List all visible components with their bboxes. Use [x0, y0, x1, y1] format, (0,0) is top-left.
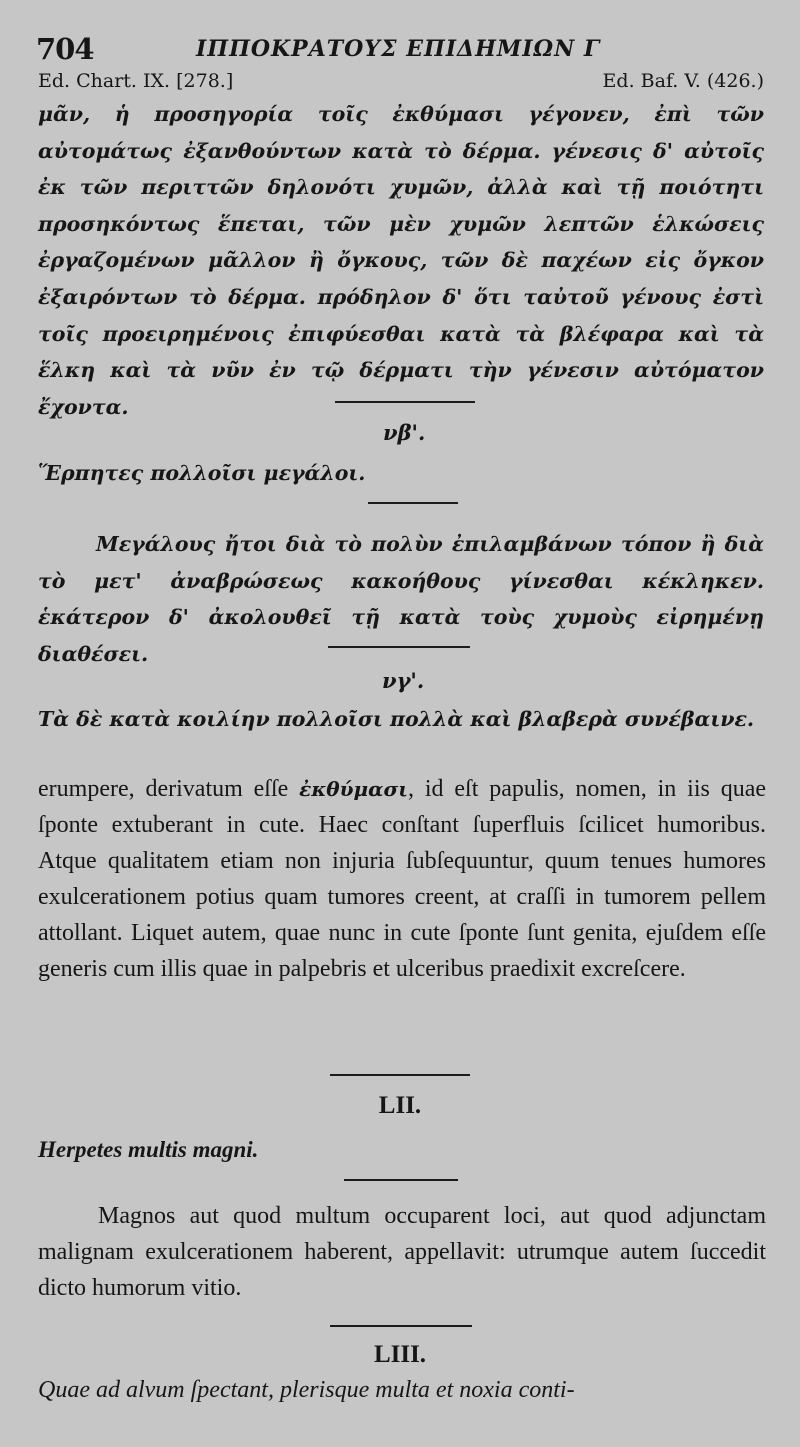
- section-divider: [330, 1074, 470, 1076]
- greek-section-number-52: νβ'.: [383, 420, 426, 445]
- greek-lemma-53: [38, 701, 764, 738]
- latin-lemma: Herpetes multis magni.: [38, 1137, 259, 1162]
- edition-reference-left: Ed. Chart. IX. [278.]: [38, 70, 234, 92]
- latin-section-number-53: LIII.: [373, 1341, 427, 1368]
- section-divider: [328, 646, 470, 648]
- greek-lemma: Ἕρπητες πολλοῖσι μεγάλοι.: [38, 461, 366, 485]
- latin-text: erumpere, derivatum eſſe: [38, 776, 300, 802]
- page-header: [36, 30, 766, 66]
- lemma-divider: [344, 1179, 458, 1181]
- greek-commentary-52: [38, 526, 764, 672]
- page-number: 704: [36, 32, 94, 66]
- latin-commentary-51: [38, 771, 766, 988]
- latin-paragraph: [38, 771, 766, 988]
- greek-commentary-51: [38, 96, 764, 425]
- latin-section-number-52: LII.: [378, 1092, 422, 1119]
- edition-reference-right: Ed. Baf. V. (426.): [602, 70, 764, 92]
- greek-section-number-53: νγ'.: [382, 668, 425, 693]
- latin-lemma-52: [38, 1132, 766, 1168]
- lemma-divider: [368, 502, 458, 504]
- greek-paragraph: Μεγάλους ἤτοι διὰ τὸ πολὺν ἐπιλαμβάνων τόπον ἢ διὰ τὸ μετ' ἀναβρώσεως κακοήθους γίνεσθαι κέκληκεν. ἑκάτερον δ' ἀκολουθεῖ τῇ κατὰ τοὺς χυμοὺς εἰρημένῃ διαθέσει.: [38, 532, 764, 666]
- latin-text: , id eſt papulis, nomen, in iis quae ſponte extuberant in cute. Haec conſtant ſuperfluis ſcilicet humoribus. Atque qualitatem etiam non injuria ſubſequuntur, quum tenues humores exulcerationem potius quam tumores creent, at craſſi in tumorem pellem attollant. Liquet autem, quae nunc in cute ſponte ſunt genita, ejuſdem eſſe generis cum illis quae in palpebris et ulceribus praedixit excreſcere.: [38, 776, 766, 983]
- section-divider: [335, 401, 475, 403]
- greek-paragraph: μᾶν, ἡ προσηγορία τοῖς ἐκθύμασι γέγονεν, ἐπὶ τῶν αὐτομάτως ἐξανθούντων κατὰ τὸ δέρμα. γένεσις δ' αὐτοῖς ἐκ τῶν περιττῶν δηλονότι χυμῶν, ἀλλὰ καὶ τῇ ποιότητι προσηκόντως ἕπεται, τῶν μὲν χυμῶν λεπτῶν ἑλκώσεις ἐργαζομένων μᾶλλον ἢ ὄγκους, τῶν δὲ παχέων εἰς ὄγκον ἐξαιρόντων τὸ δέρμα. πρόδηλον δ' ὅτι ταὐτοῦ γένους ἐστὶ τοῖς προειρημένοις ἐπιφύεσθαι κατὰ τὰ βλέφαρα καὶ τὰ ἕλκη καὶ τὰ νῦν ἐν τῷ δέρματι τὴν γένεσιν αὐτόματον ἔχοντα.: [38, 102, 764, 419]
- greek-lemma: Τὰ δὲ κατὰ κοιλίην πολλοῖσι πολλὰ καὶ βλαβερὰ συνέβαινε.: [38, 707, 755, 731]
- latin-paragraph: Magnos aut quod multum occuparent loci, aut quod adjunctam malignam exulcerationem haberent, appellavit: utrumque autem ſuccedit dicto humorum vitio.: [38, 1203, 766, 1302]
- running-head: ΙΠΠΟΚΡΑΤΟΥΣ ΕΠΙΔΗΜΙΩΝ Γ: [196, 36, 601, 62]
- latin-commentary-52: [38, 1198, 766, 1306]
- greek-lemma-52: [38, 455, 764, 492]
- latin-lemma-53: Quae ad alvum ſpectant, plerisque multa et noxia conti-: [38, 1377, 575, 1403]
- section-divider: [330, 1325, 472, 1327]
- greek-word: ἐκθύμασι: [299, 777, 408, 801]
